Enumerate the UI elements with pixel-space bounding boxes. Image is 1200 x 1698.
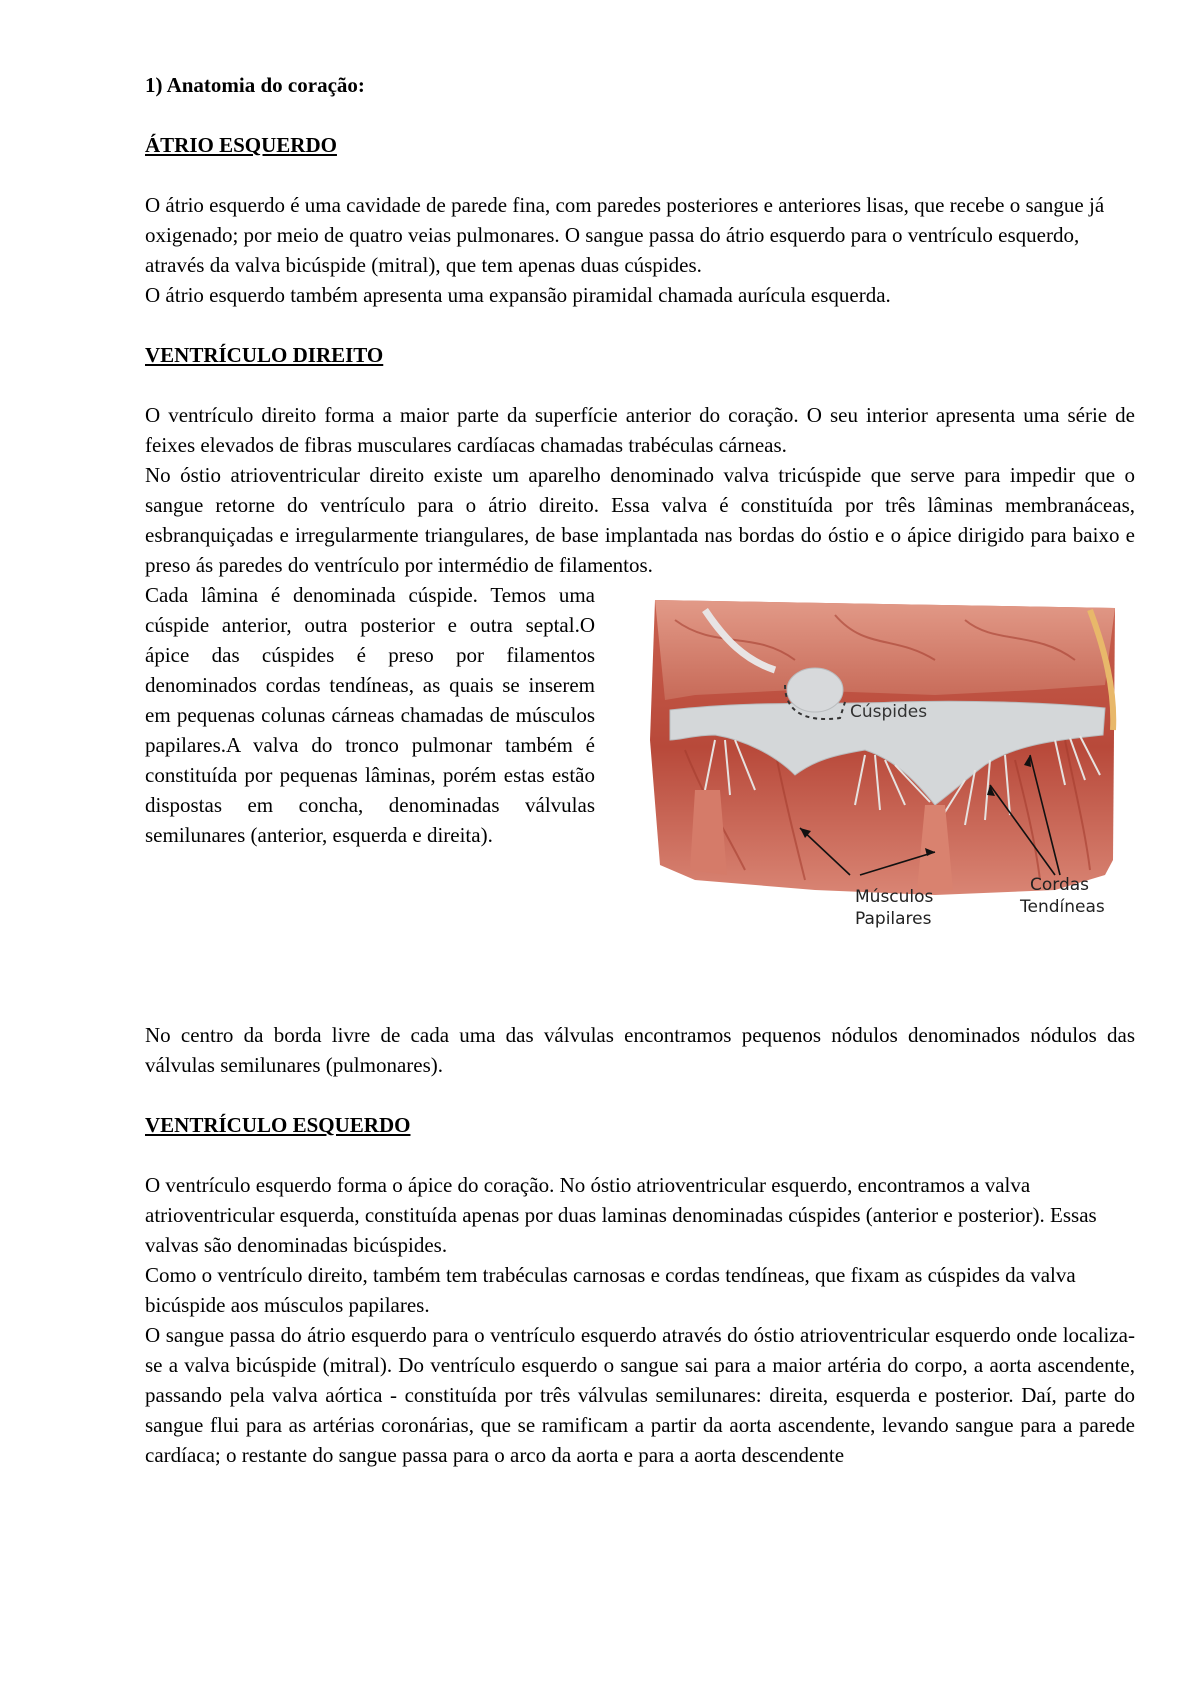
paragraph: O sangue passa do átrio esquerdo para o ventrículo esquerdo através do óstio atrioventricular esquerdo onde localiza-se a valva bicúspide (mitral). Do ventrículo esquerdo o sangue sai para a maior artéria do corpo, a aorta ascendente, passando pela valva aórtica - constituída por três válvulas semilunares: direita, esquerda e posterior. Daí, parte do sangue flui para as artérias coronárias, que se ramificam a partir da aorta ascendente, levando sangue para a parede cardíaca; o restante do sangue passa para o arco da aorta e para a aorta descendente [145, 1323, 1135, 1467]
paragraph: Cada lâmina é denominada cúspide. Temos uma cúspide anterior, outra posterior e outra septal.O ápice das cúspides é preso por filamentos denominados cordas tendíneas, as quais se inserem em pequenas colunas cárneas chamadas de músculos papilares.A valva do tronco pulmonar também é constituída por pequenas lâminas, porém estas estão dispostas em concha, denominadas válvulas semilunares (anterior, esquerda e direita). [145, 583, 595, 847]
paragraph: Como o ventrículo direito, também tem trabéculas carnosas e cordas tendíneas, que fixam as cúspides da valva bicúspide aos músculos papilares. [145, 1263, 1076, 1317]
section-title-atrio-esquerdo: ÁTRIO ESQUERDO [145, 133, 337, 157]
label-musculos-line1: Músculos [855, 887, 934, 907]
valve-diagram-svg [635, 590, 1135, 960]
cusp-bulge [787, 668, 843, 712]
section-title-ventriculo-esquerdo: VENTRÍCULO ESQUERDO [145, 1113, 411, 1137]
label-cuspides: Cúspides [850, 702, 928, 722]
label-cordas-line1: Cordas [1030, 875, 1090, 895]
paragraph: O átrio esquerdo também apresenta uma expansão piramidal chamada aurícula esquerda. [145, 283, 891, 307]
paragraph: O ventrículo esquerdo forma o ápice do coração. No óstio atrioventricular esquerdo, encontramos a valva atrioventricular esquerda, constituída apenas por duas laminas denominadas cúspides (anterior e posterior). Essas valvas são denominadas bicúspides. [145, 1173, 1097, 1257]
paragraph: No centro da borda livre de cada uma das válvulas encontramos pequenos nódulos denominados nódulos das válvulas semilunares (pulmonares). [145, 1023, 1135, 1077]
paragraph: O átrio esquerdo é uma cavidade de parede fina, com paredes posteriores e anteriores lisas, que recebe o sangue já oxigenado; por meio de quatro veias pulmonares. O sangue passa do átrio esquerdo para o ventrículo esquerdo, através da valva bicúspide (mitral), que tem apenas duas cúspides. [145, 193, 1105, 277]
document-heading: 1) Anatomia do coração: [145, 73, 365, 97]
label-musculos-line2: Papilares [855, 909, 932, 929]
section-title-ventriculo-direito: VENTRÍCULO DIREITO [145, 343, 384, 367]
document-page [145, 70, 1135, 1470]
paragraph: O ventrículo direito forma a maior parte da superfície anterior do coração. O seu interior apresenta uma série de feixes elevados de fibras musculares cardíacas chamadas trabéculas cárneas. [145, 403, 1135, 457]
atrial-wall [655, 600, 1115, 700]
paragraph: No óstio atrioventricular direito existe um aparelho denominado valva tricúspide que serve para impedir que o sangue retorne do ventrículo para o átrio direito. Essa valva é constituída por três lâminas membranáceas, esbranquiçadas e irregularmente triangulares, de base implantada nas bordas do óstio e o ápice dirigido para baixo e preso ás paredes do ventrículo por intermédio de filamentos. [145, 463, 1135, 577]
heart-valve-illustration [635, 590, 1135, 960]
text-with-figure [145, 580, 1135, 960]
label-cordas-line2: Tendíneas [1020, 897, 1105, 917]
